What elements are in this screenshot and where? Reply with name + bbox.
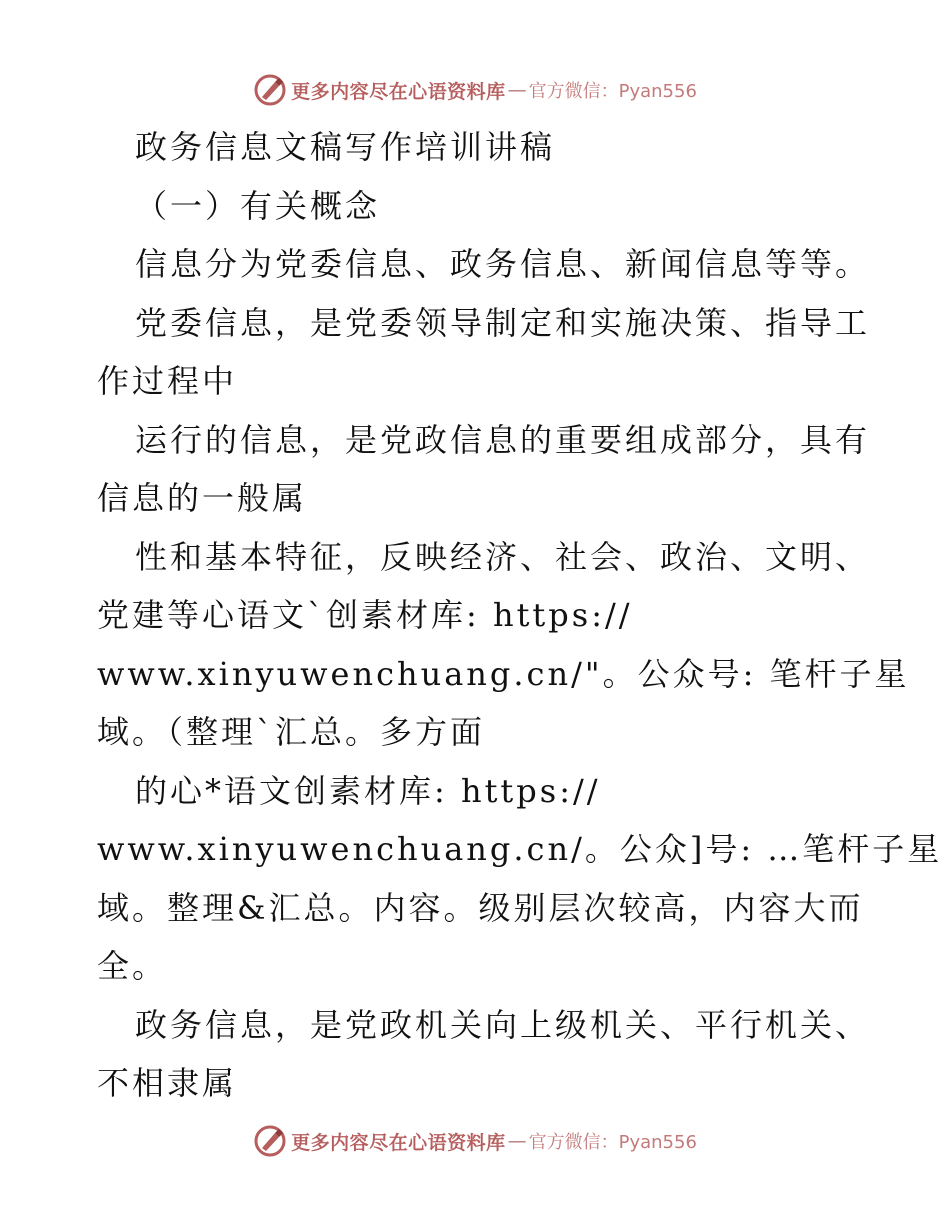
footer-watermark — [0, 1121, 950, 1161]
section-heading: （一）有关概念 — [135, 186, 381, 225]
watermark-brand: 更多内容尽在心语资料库 — [291, 80, 506, 103]
pen-seal-logo-icon — [253, 1124, 287, 1158]
paragraph-line: 全。 — [97, 947, 168, 985]
document-title: 政务信息文稿写作培训讲稿 — [135, 128, 556, 166]
paragraph-line: 性和基本特征，反映经济、社会、政治、文明、 — [135, 537, 871, 576]
pen-seal-logo-icon — [253, 73, 287, 107]
paragraph-line: 不相隶属 — [97, 1064, 238, 1102]
paragraph-line: www.xinyuwenchuang.cn/。公众]号: …笔杆子星 — [97, 830, 943, 868]
watermark-contact: 官方微信：Pyan556 — [528, 81, 697, 102]
paragraph-line: 运行的信息，是党政信息的重要组成部分，具有 — [135, 420, 871, 459]
paragraph-line: 作过程中 — [97, 362, 238, 400]
watermark-brand: 更多内容尽在心语资料库 — [291, 1131, 506, 1154]
paragraph-line: 域。整理&汇总。内容。级别层次较高，内容大而 — [97, 888, 864, 927]
paragraph-line: www.xinyuwenchuang.cn/"。公众号: 笔杆子星 — [97, 654, 910, 693]
paragraph-line: 信息分为党委信息、政务信息、新闻信息等等。 — [135, 245, 871, 283]
header-watermark — [0, 70, 950, 110]
paragraph-line: 域。（整理`汇总。多方面 — [97, 713, 486, 751]
watermark-separator: — — [507, 1130, 527, 1152]
paragraph-line: 党建等心语文`创素材库: https:// — [97, 596, 633, 634]
paragraph-line: 党委信息，是党委领导制定和实施决策、指导工 — [135, 303, 871, 342]
paragraph-line: 政务信息，是党政机关向上级机关、平行机关、 — [135, 1005, 871, 1044]
paragraph-line: 信息的一般属 — [97, 479, 308, 517]
watermark-contact: 官方微信：Pyan556 — [528, 1132, 697, 1153]
watermark-separator: — — [507, 79, 527, 101]
document-body — [97, 118, 943, 1113]
paragraph-line: 的心*语文创素材库: https:// — [135, 771, 601, 810]
